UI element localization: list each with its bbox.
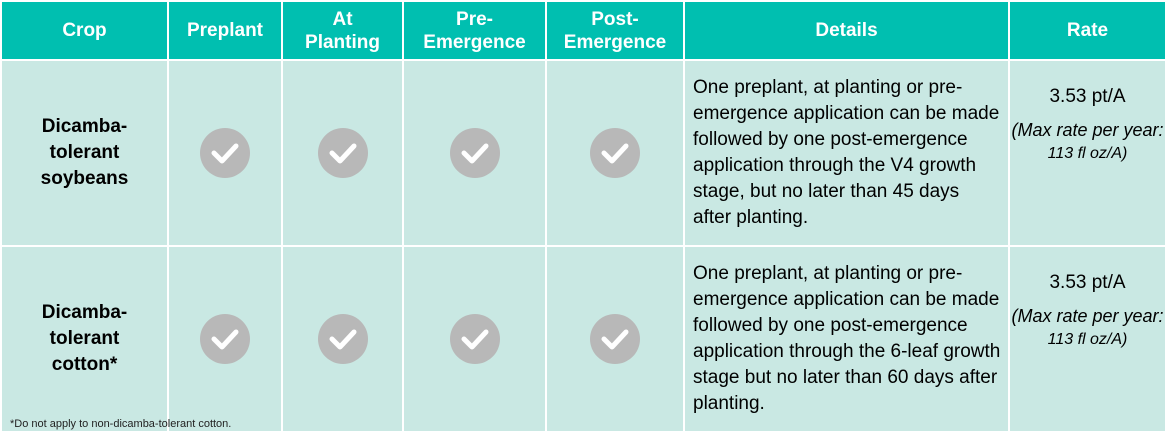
header-pre-emergence: Pre-Emergence [403, 1, 546, 60]
post-emergence-cell [546, 246, 684, 432]
check-icon [590, 314, 640, 364]
footnote: *Do not apply to non-dicamba-tolerant cotton. [10, 418, 232, 430]
check-icon [200, 314, 250, 364]
preplant-cell [168, 246, 282, 432]
check-icon [200, 128, 250, 178]
rate-cell [1009, 246, 1165, 432]
pre-emergence-cell [403, 246, 546, 432]
table-row [1, 60, 1165, 246]
check-icon [450, 314, 500, 364]
header-preplant: Preplant [168, 1, 282, 60]
details-cell: One preplant, at planting or pre-emergence application can be made followed by one post-emergence application through the 6-leaf growth stage but no later than 60 days after planting. [684, 246, 1009, 432]
rate-max-value: 113 fl oz/A) [1047, 331, 1128, 348]
check-icon [590, 128, 640, 178]
rate-max-label: (Max rate per year: [1011, 306, 1164, 326]
header-rate: Rate [1009, 1, 1165, 60]
crop-cell: Dicamba-tolerant cotton* [1, 246, 168, 432]
check-icon [318, 128, 368, 178]
table-row [1, 246, 1165, 432]
rate-max-label: (Max rate per year: [1011, 120, 1164, 140]
rate-value: 3.53 pt/A [1049, 272, 1126, 293]
at-planting-cell [282, 60, 403, 246]
at-planting-cell [282, 246, 403, 432]
header-post-emergence: Post-Emergence [546, 1, 684, 60]
check-icon [450, 128, 500, 178]
check-icon [318, 314, 368, 364]
crop-cell: Dicamba-tolerant soybeans [1, 60, 168, 246]
pre-emergence-cell [403, 60, 546, 246]
header-crop: Crop [1, 1, 168, 60]
rate-value: 3.53 pt/A [1049, 86, 1126, 107]
preplant-cell [168, 60, 282, 246]
post-emergence-cell [546, 60, 684, 246]
details-cell: One preplant, at planting or pre-emergence application can be made followed by one post-emergence application through the V4 growth stage, but no later than 45 days after planting. [684, 60, 1009, 246]
header-at-planting: At Planting [282, 1, 403, 60]
header-details: Details [684, 1, 1009, 60]
rate-cell [1009, 60, 1165, 246]
rate-max-value: 113 fl oz/A) [1047, 145, 1128, 162]
header-row [1, 1, 1165, 60]
